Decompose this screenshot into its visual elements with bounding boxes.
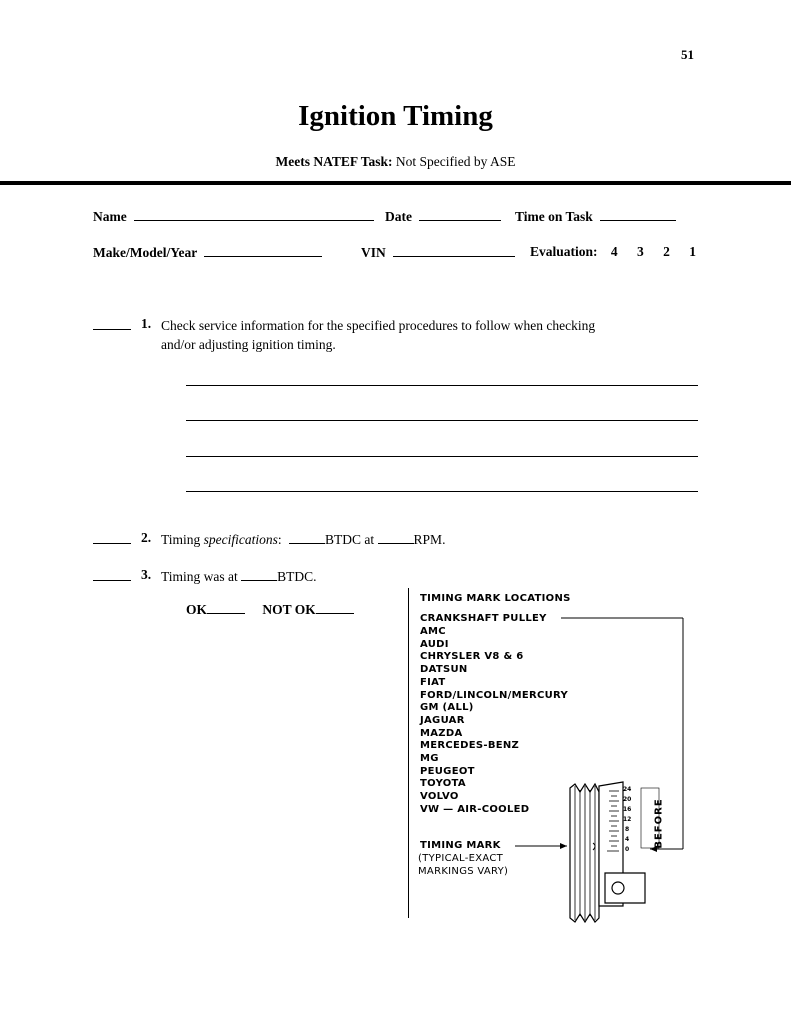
header-divider bbox=[0, 181, 791, 185]
make-item: JAGUAR bbox=[420, 714, 465, 726]
scale-24: 24 bbox=[623, 786, 632, 793]
make-item: FORD/LINCOLN/MERCURY bbox=[420, 689, 569, 701]
step-2-rpm: RPM. bbox=[413, 532, 446, 547]
score-2[interactable]: 2 bbox=[663, 244, 670, 259]
natef-value: Not Specified by ASE bbox=[395, 154, 516, 169]
answer-line-1[interactable] bbox=[186, 385, 698, 386]
step-1-check-blank[interactable] bbox=[93, 329, 131, 330]
vin-label: VIN bbox=[361, 245, 386, 260]
name-field bbox=[93, 208, 374, 225]
score-3[interactable]: 3 bbox=[637, 244, 644, 259]
step-2-check-blank[interactable] bbox=[93, 543, 131, 544]
typical-line-1: (TYPICAL-EXACT bbox=[418, 853, 504, 864]
date-field bbox=[385, 208, 501, 225]
before-label: BEFORE bbox=[653, 798, 665, 849]
make-model-year-label: Make/Model/Year bbox=[93, 245, 197, 260]
makes-list bbox=[420, 626, 568, 817]
evaluation-label: Evaluation: bbox=[530, 244, 598, 259]
step-1-number: 1. bbox=[141, 316, 152, 331]
typical-line-2: MARKINGS VARY) bbox=[418, 866, 509, 877]
time-on-task-field bbox=[515, 208, 676, 225]
vin-blank[interactable] bbox=[393, 244, 515, 257]
make-item: MERCEDES-BENZ bbox=[420, 740, 520, 752]
step-3-text bbox=[161, 567, 317, 586]
make-item: MAZDA bbox=[420, 727, 463, 739]
step-2-prefix: Timing bbox=[161, 532, 204, 547]
scale-4: 4 bbox=[625, 836, 630, 843]
step-1-line-2: and/or adjusting ignition timing. bbox=[161, 337, 336, 352]
time-on-task-blank[interactable] bbox=[600, 208, 676, 221]
step-1-text bbox=[161, 316, 595, 354]
name-blank[interactable] bbox=[134, 208, 374, 221]
name-label: Name bbox=[93, 209, 127, 224]
make-item: AUDI bbox=[420, 638, 449, 650]
step-2-text bbox=[161, 530, 445, 549]
make-item: PEUGEOT bbox=[420, 765, 475, 777]
figure-heading: TIMING MARK LOCATIONS bbox=[420, 593, 571, 604]
step-2 bbox=[93, 530, 713, 552]
answer-line-3[interactable] bbox=[186, 456, 698, 457]
step-1 bbox=[93, 316, 713, 356]
step-2-btdc: BTDC at bbox=[325, 532, 375, 547]
vin-field bbox=[361, 244, 515, 261]
step-2-emphasis: specifications bbox=[203, 532, 278, 547]
scale-0: 0 bbox=[625, 846, 630, 853]
make-item: FIAT bbox=[420, 676, 446, 688]
step-3-prefix: Timing was at bbox=[161, 569, 238, 584]
evaluation-field bbox=[530, 244, 696, 260]
page-title: Ignition Timing bbox=[298, 100, 493, 132]
step-3-suffix: BTDC. bbox=[277, 569, 317, 584]
date-label: Date bbox=[385, 209, 412, 224]
scale-12: 12 bbox=[623, 816, 632, 823]
make-model-year-blank[interactable] bbox=[204, 244, 322, 257]
make-item: VOLVO bbox=[420, 791, 459, 803]
score-4[interactable]: 4 bbox=[610, 244, 618, 259]
ok-blank[interactable] bbox=[207, 601, 245, 614]
make-item: MG bbox=[420, 753, 439, 765]
make-item: DATSUN bbox=[420, 664, 468, 676]
make-model-year-field bbox=[93, 244, 322, 261]
crankshaft-label: CRANKSHAFT PULLEY bbox=[420, 613, 547, 624]
timing-was-blank[interactable] bbox=[241, 568, 277, 581]
btdc-blank[interactable] bbox=[289, 531, 325, 544]
scale-20: 20 bbox=[623, 796, 632, 803]
step-1-line-1: Check service information for the specified procedures to follow when checking bbox=[161, 318, 596, 333]
rpm-blank[interactable] bbox=[378, 531, 414, 544]
step-3-number: 3. bbox=[141, 567, 152, 582]
make-item: GM (ALL) bbox=[420, 702, 474, 714]
natef-line bbox=[0, 154, 791, 170]
step-3-check-blank[interactable] bbox=[93, 580, 131, 581]
step-3 bbox=[93, 567, 713, 589]
not-ok-label: NOT OK bbox=[262, 602, 316, 617]
answer-line-2[interactable] bbox=[186, 420, 698, 421]
ok-label: OK bbox=[186, 602, 208, 617]
make-item: TOYOTA bbox=[420, 778, 466, 790]
not-ok-blank[interactable] bbox=[316, 601, 354, 614]
scale-16: 16 bbox=[623, 806, 632, 813]
date-blank[interactable] bbox=[419, 208, 501, 221]
answer-line-4[interactable] bbox=[186, 491, 698, 492]
make-item: CHRYSLER V8 & 6 bbox=[420, 651, 524, 663]
make-item: AMC bbox=[420, 626, 446, 637]
time-on-task-label: Time on Task bbox=[515, 209, 593, 224]
step-2-number: 2. bbox=[141, 530, 152, 545]
timing-mark-label: TIMING MARK bbox=[420, 840, 501, 851]
make-item: VW — AIR-COOLED bbox=[420, 803, 530, 815]
natef-label: Meets NATEF Task: bbox=[275, 154, 393, 169]
scale-8: 8 bbox=[625, 826, 630, 833]
timing-mark-figure bbox=[405, 588, 705, 923]
page-number: 51 bbox=[681, 47, 694, 62]
step-2-colon: : bbox=[277, 532, 282, 547]
ok-not-ok-row bbox=[186, 601, 354, 618]
score-1[interactable]: 1 bbox=[689, 244, 697, 259]
